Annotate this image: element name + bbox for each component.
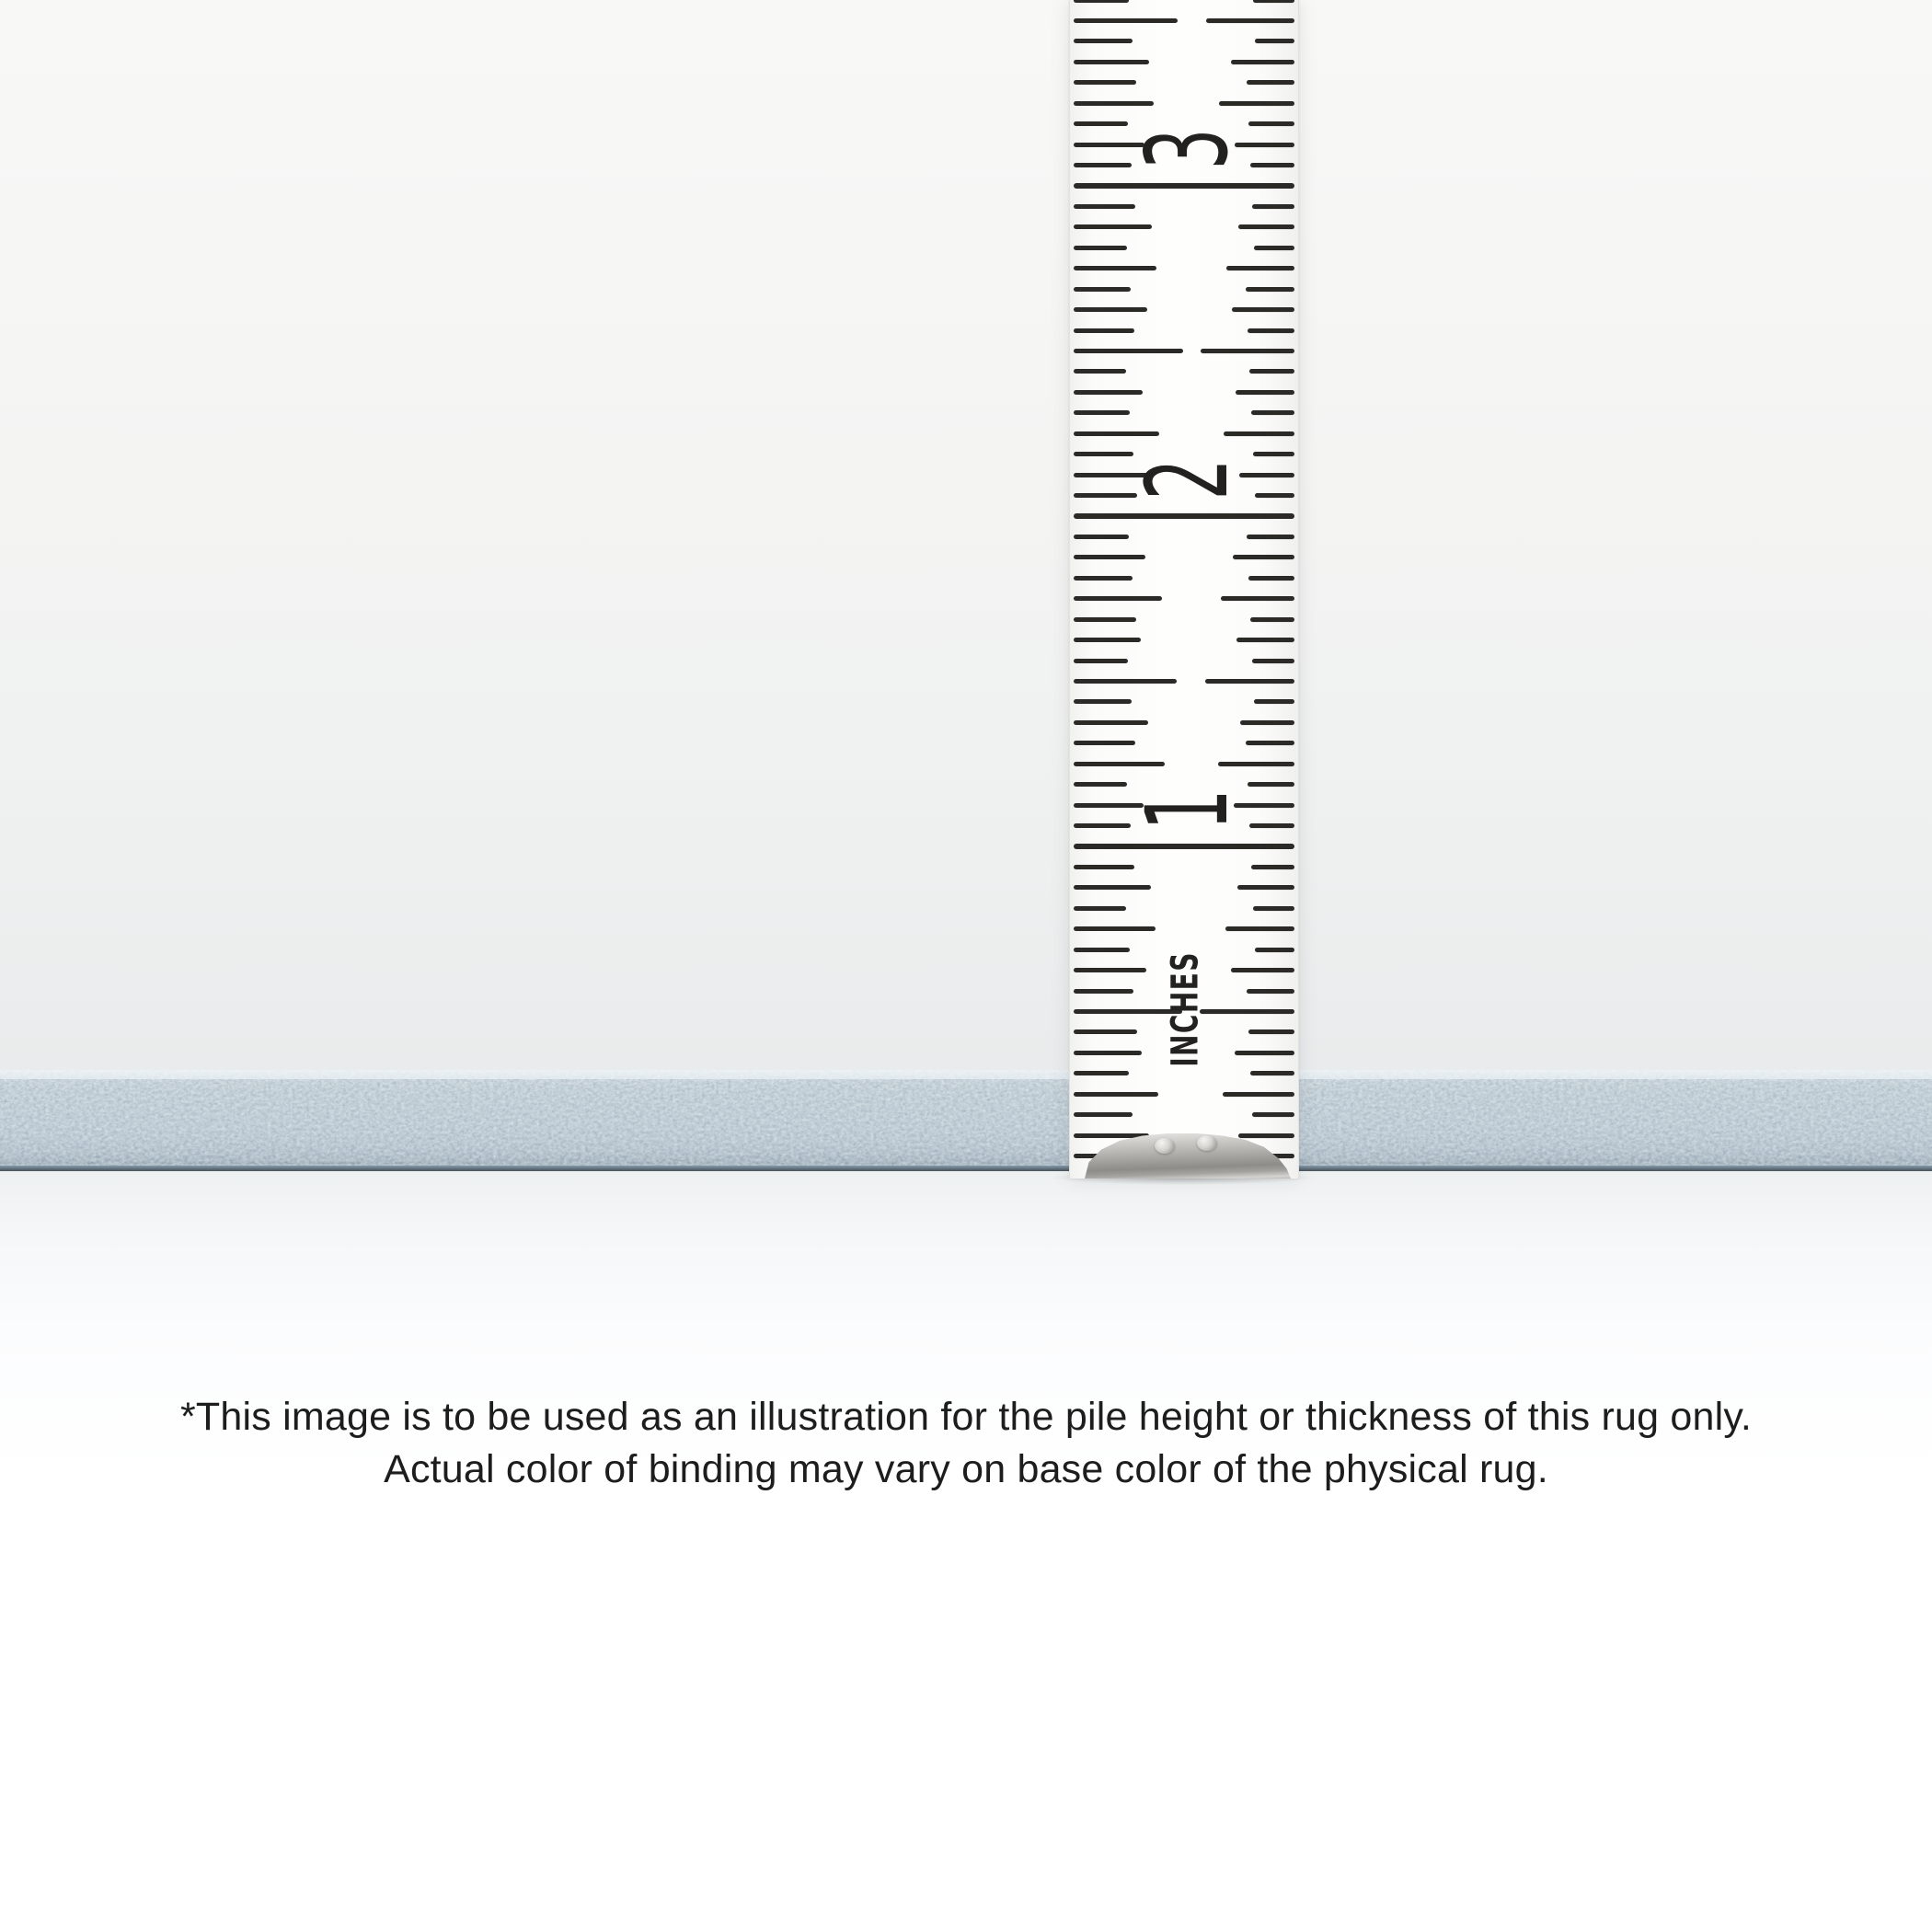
tick-mark: [1074, 390, 1143, 395]
tick-mark: [1074, 617, 1136, 622]
tick-mark: [1253, 0, 1294, 3]
inch-number-text: 1: [1122, 788, 1253, 831]
tick-mark: [1254, 699, 1294, 704]
tape-end-clip: [1085, 1133, 1291, 1179]
tick-mark: [1252, 659, 1294, 663]
tick-mark: [1249, 369, 1294, 374]
tick-mark: [1254, 246, 1294, 250]
tick-mark: [1226, 266, 1294, 270]
tick-mark: [1252, 1112, 1294, 1117]
tick-mark: [1074, 555, 1145, 559]
tick-mark: [1074, 659, 1128, 663]
disclaimer-line-1: *This image is to be used as an illustration for the pile height or thickness of this rug only.: [179, 1395, 1753, 1439]
disclaimer-line-2: Actual color of binding may vary on base color of the physical rug.: [384, 1447, 1548, 1492]
tick-mark: [1236, 390, 1294, 395]
tick-mark: [1205, 679, 1294, 684]
rivet-icon: [1155, 1138, 1175, 1154]
rivet-icon: [1197, 1135, 1217, 1151]
tick-mark: [1236, 638, 1294, 642]
tick-mark: [1074, 638, 1141, 642]
tick-mark: [1074, 307, 1147, 312]
tick-mark: [1074, 328, 1134, 333]
tick-mark: [1074, 699, 1132, 704]
tick-mark: [1250, 617, 1294, 622]
tick-mark: [1248, 328, 1294, 333]
tick-mark: [1074, 287, 1131, 292]
inch-number-2: [1114, 406, 1261, 553]
tick-mark: [1074, 885, 1151, 890]
tick-mark: [1237, 885, 1294, 890]
tick-mark: [1238, 224, 1294, 229]
tick-mark: [1074, 246, 1127, 250]
tick-mark: [1074, 369, 1126, 374]
tick-mark: [1232, 307, 1294, 312]
ruler-unit-label: [1094, 917, 1278, 1101]
inch-number-text: 3: [1122, 128, 1253, 170]
tick-mark: [1074, 224, 1152, 229]
tape-measure-ruler: [1069, 0, 1299, 1179]
tick-mark: [1074, 576, 1133, 581]
tick-mark: [1246, 287, 1294, 292]
inch-number-3: [1114, 75, 1261, 223]
tick-mark: [1074, 349, 1183, 353]
tick-mark: [1074, 906, 1126, 911]
tick-mark: [1255, 39, 1294, 43]
rug-pile-strip: [0, 1070, 1932, 1171]
tick-mark: [1074, 60, 1149, 64]
tick-mark: [1240, 720, 1294, 725]
tick-mark: [1074, 679, 1177, 684]
tick-mark: [1074, 0, 1129, 3]
inch-number-text: 2: [1122, 458, 1253, 500]
tick-mark: [1074, 39, 1133, 43]
tick-mark: [1074, 1112, 1133, 1117]
tick-mark: [1074, 596, 1162, 601]
tick-mark: [1253, 906, 1294, 911]
tick-mark: [1221, 596, 1294, 601]
tick-mark: [1238, 1133, 1294, 1138]
disclaimer-caption: [0, 1391, 1932, 1496]
ruler-unit-text: INCHES: [1164, 951, 1207, 1067]
tick-mark: [1074, 266, 1156, 270]
tick-mark: [1074, 720, 1148, 725]
tick-mark: [1231, 60, 1294, 64]
tick-mark: [1233, 555, 1294, 559]
inch-number-1: [1114, 736, 1261, 883]
tick-mark: [1074, 18, 1178, 23]
rug-texture: [0, 1070, 1932, 1171]
tick-mark: [1248, 576, 1294, 581]
tick-mark: [1201, 349, 1294, 353]
floor: [0, 1171, 1932, 1932]
tick-mark: [1206, 18, 1294, 23]
